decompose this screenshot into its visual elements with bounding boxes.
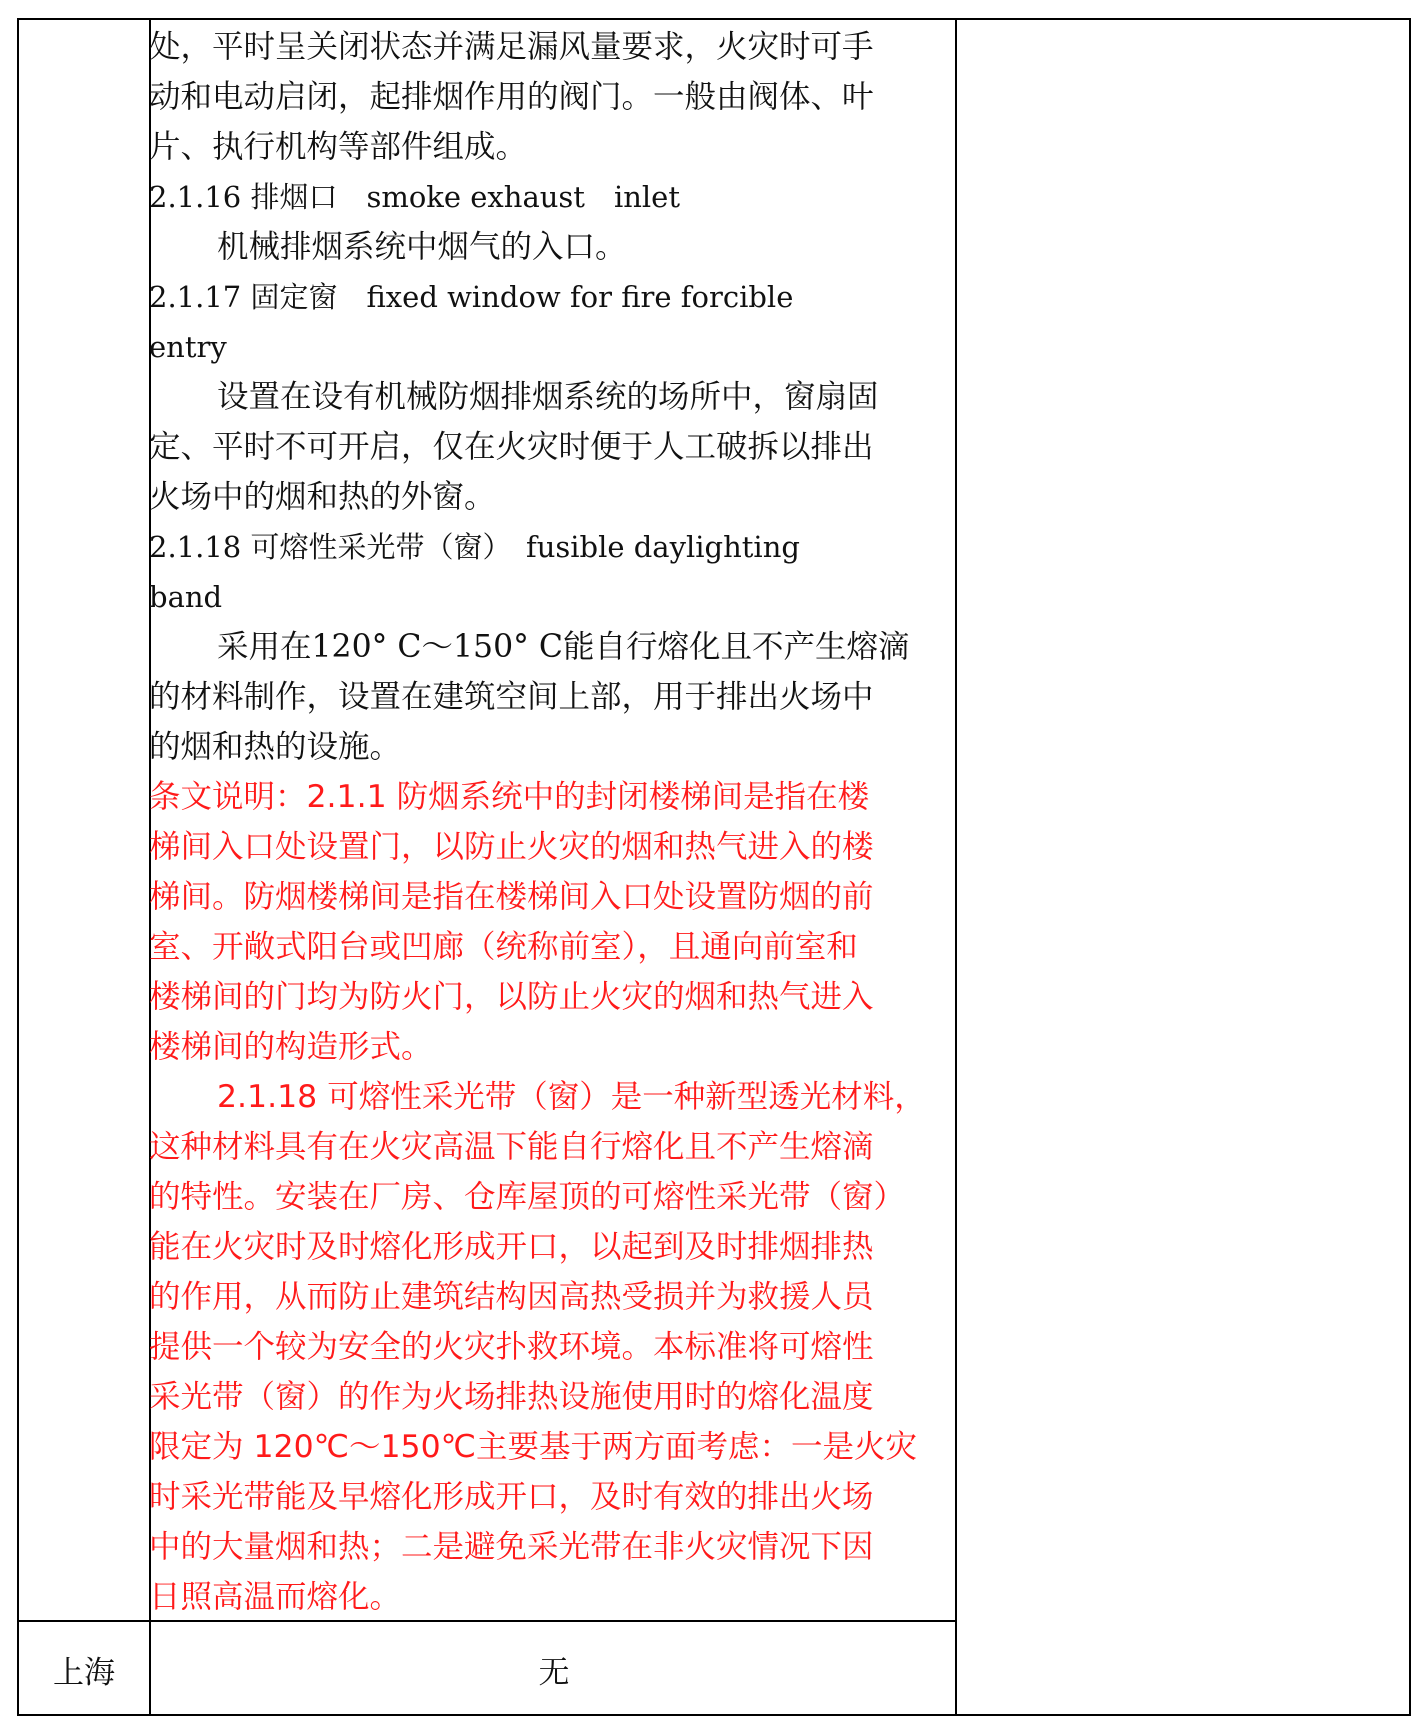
content-cell bbox=[149, 18, 945, 1618]
explanation-line: 中的大量烟和热；二是避免采光带在非火灾情况下因 bbox=[149, 1529, 874, 1565]
text-line: band bbox=[149, 580, 223, 614]
explanation-line: 提供一个较为安全的火灾扑救环境。本标准将可熔性 bbox=[149, 1329, 874, 1365]
text-line: 定、平时不可开启，仅在火灾时便于人工破拆以排出 bbox=[149, 429, 874, 465]
explanation-line: 采光带（窗）的作为火场排热设施使用时的熔化温度 bbox=[149, 1379, 874, 1415]
explanation-line: 梯间入口处设置门，以防止火灾的烟和热气进入的楼 bbox=[149, 829, 874, 865]
table-border-left bbox=[17, 18, 19, 1715]
term-heading-2-1-16: 2.1.16 排烟口 smoke exhaust inlet bbox=[149, 180, 680, 214]
explanation-line: 2.1.18 可熔性采光带（窗）是一种新型透光材料， bbox=[217, 1079, 926, 1115]
text-line: 处，平时呈关闭状态并满足漏风量要求，火灾时可手 bbox=[149, 29, 874, 65]
table-border-right bbox=[1409, 18, 1411, 1715]
explanation-line: 的作用，从而防止建筑结构因高热受损并为救援人员 bbox=[149, 1279, 874, 1315]
explanation-line: 梯间。防烟楼梯间是指在楼梯间入口处设置防烟的前 bbox=[149, 879, 874, 915]
text-line: 动和电动启闭，起排烟作用的阀门。一般由阀体、叶 bbox=[149, 79, 874, 115]
table-divider-2 bbox=[955, 18, 957, 1715]
text-line: 采用在120° C～150° C能自行熔化且不产生熔滴 bbox=[217, 629, 910, 665]
term-heading-2-1-18: 2.1.18 可熔性采光带（窗） fusible daylighting bbox=[149, 530, 800, 564]
explanation-line: 日照高温而熔化。 bbox=[149, 1579, 402, 1615]
text-line: 的材料制作，设置在建筑空间上部，用于排出火场中 bbox=[149, 679, 874, 715]
explanation-line: 楼梯间的门均为防火门，以防止火灾的烟和热气进入 bbox=[149, 979, 874, 1015]
text-line: 的烟和热的设施。 bbox=[149, 729, 402, 765]
term-heading-2-1-17: 2.1.17 固定窗 fixed window for fire forcible bbox=[149, 280, 794, 314]
text-line: 机械排烟系统中烟气的入口。 bbox=[217, 229, 627, 265]
explanation-line: 限定为 120℃～150℃主要基于两方面考虑：一是火灾 bbox=[149, 1429, 918, 1465]
text-line: 片、执行机构等部件组成。 bbox=[149, 129, 528, 165]
explanation-line: 的特性。安装在厂房、仓库屋顶的可熔性采光带（窗） bbox=[149, 1179, 906, 1215]
text-line: 火场中的烟和热的外窗。 bbox=[149, 479, 496, 515]
explanation-line: 这种材料具有在火灾高温下能自行熔化且不产生熔滴 bbox=[149, 1129, 874, 1165]
region-value: 无 bbox=[538, 1654, 570, 1691]
region-label: 上海 bbox=[53, 1654, 115, 1691]
explanation-line: 条文说明：2.1.1 防烟系统中的封闭楼梯间是指在楼 bbox=[149, 779, 870, 815]
explanation-line: 楼梯间的构造形式。 bbox=[149, 1029, 433, 1065]
explanation-line: 能在火灾时及时熔化形成开口，以起到及时排烟排热 bbox=[149, 1229, 874, 1265]
text-line: 设置在设有机械防烟排烟系统的场所中，窗扇固 bbox=[217, 379, 879, 415]
explanation-line: 时采光带能及早熔化形成开口，及时有效的排出火场 bbox=[149, 1479, 874, 1515]
text-line: entry bbox=[149, 330, 227, 364]
explanation-line: 室、开敞式阳台或凹廊（统称前室），且通向前室和 bbox=[149, 929, 858, 965]
